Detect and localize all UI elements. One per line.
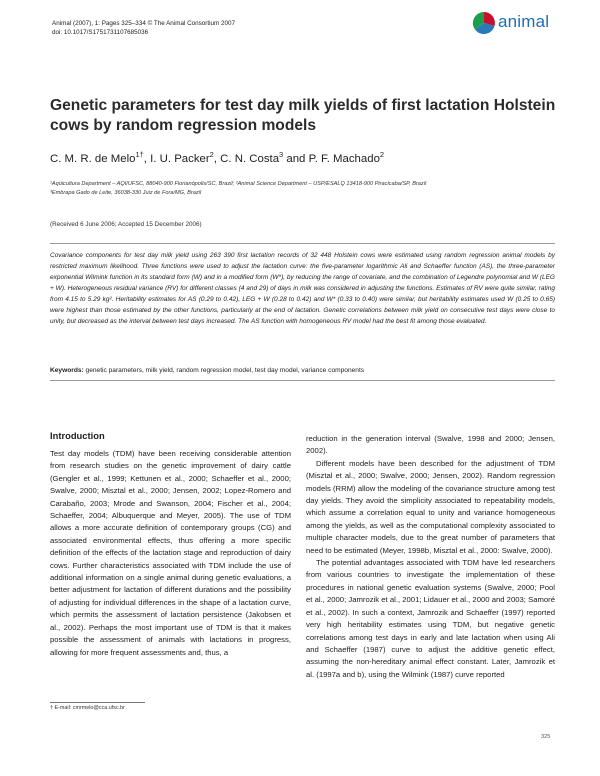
journal-line-1: Animal (2007), 1: Pages 325–334 © The Animal Consortium 2007 — [52, 20, 236, 27]
page-number: 325 — [541, 734, 551, 740]
body-paragraph: Different models have been described for the adjustment of TDM (Misztal et al., 2000; Swalve, 2000; Jensen, 2002). Random regression models (RRM) allow the modeling of the covariance structure among test day yields. They avoid the simplicity associated to repeatability models, which assume a correlation equal to unity and variance homogeneous among the yields, as well as the computational complexity associated to multiple character models, due to the great number of parameters that need to be estimated (Meyer, 1998b, Misztal et al., 2000: Swalve, 2000). — [306, 458, 555, 555]
author-list — [50, 150, 384, 165]
author-separator: , — [213, 152, 221, 165]
journal-citation — [52, 19, 235, 37]
abstract: Covariance components for test day milk yield using 263 390 first lactation records of 32 448 Holstein cows were estimated using random regression animal models by restricted maximum likelihood. Three functions were used to adjust the lactation curve: the five-parameter logarithmic Ali and Schaeffer function (AS), the three-parameter exponential Wilmink function in its standard form (W) and in a modified form (W*), by reducing the range of covariate, and the combination of Legendre polynomial and W (LEG + W). Heterogeneous residual variance (RV) for different classes (4 and 29) of days in milk was considered in adjusting the functions. Estimates of RV were quite similar, rating from 4.15 to 5.29 kg². Heritability estimates for AS (0.29 to 0.42), LEG + W (0.28 to 0.42) and W* (0.33 to 0.40) were similar, but heritability estimates used W (0.25 to 0.65) were highest than those estimated by the other functions, particularly at the end of lactation. Genetic correlations between milk yield on consecutive test days were close to unity, but decreased as the interval between test days increased. The AS function with homogeneous RV model had the best fit among those evaluated. — [50, 252, 555, 325]
logo-circle-icon — [472, 11, 496, 35]
affiliation-line: ³Embrapa Gado de Leite, 36038-330 Juiz de Fora/MG, Brazil — [50, 189, 202, 196]
body-paragraph: Test day models (TDM) have been receiving considerable attention from research studies on the genetic improvement of dairy cattle (Gengler et al., 1999; Kettunen et al., 2000; Schaeffer et al., 2000; Swalve, 2000; Misztal et al., 2000; Jensen, 2002; Lopez-Romero and Carabaño, 2003; Mrode and Swanson, 2004; Fischer et al., 2004; Schaeffer, 2004; Albuquerque and Meyer, 2005). The use of TDM allows a more accurate definition of contemporary groups (CG) and associated environmental effects, thus offering a more specific definition of the effects of the lactation stage and reproduction of dairy cows. Further characteristics associated with TDM include the use of additional information on a single animal during genetic evaluations, a better adjustment for lactation of different durations and the possibility of adjusting for individual differences in the shape of a lactation curve, which permits the assessment of lactation persistence (Jakobsen et al., 2002). Perhaps the most important use of TDM is that it makes possible the assessment of animals with lactations in progress, allowing for more frequent assessments and, thus, a — [50, 449, 291, 657]
author-affil-mark: 3 — [279, 150, 284, 159]
author-name: C. M. R. de Melo — [50, 152, 136, 165]
article-title: Genetic parameters for test day milk yields of first lactation Holstein cows by random regression models — [50, 97, 556, 134]
author-separator: and — [283, 152, 309, 165]
received-dates: (Received 6 June 2006; Accepted 15 December 2006) — [50, 221, 202, 228]
author-affil-mark: 1† — [135, 150, 144, 159]
affiliation-line: ¹Aqüicultura Department – AQI/UFSC, 88040-900 Florianópolis/SC, Brazil; ²Animal Science Department – USP/ESALQ 13418-900 Piracicaba/SP, Brazil — [50, 181, 427, 187]
author-name: C. N. Costa — [220, 152, 280, 165]
body-column-left — [50, 448, 291, 659]
keywords-list: genetic parameters, milk yield, random regression model, test day model, variance components — [83, 367, 365, 374]
logo-wordmark: animal — [498, 12, 550, 31]
author-affil-mark: 2 — [379, 150, 385, 159]
author-affil-mark: 2 — [209, 150, 214, 159]
journal-logo — [472, 8, 572, 38]
journal-doi: doi: 10.1017/S1751731107685036 — [52, 29, 149, 36]
divider — [50, 380, 555, 381]
keywords-label: Keywords: — [50, 367, 84, 374]
body-paragraph: The potential advantages associated with TDM have led researchers from various countries to investigate the implementation of these procedures in national genetic evaluation systems (Swalve, 2000; Pool et al., 2000; Jamrozik et al., 2001; Lidauer et al., 2000 and 2003; Samoré et al., 2002). In such a context, Jamrozik and Schaeffer (1997) reported very high heritability estimates using TDM, but negative genetic correlations among test days in early and late lactation when using Ali and Schaeffer (1987) curve to adjust the additive genetic effect, assuming the non-hereditary animal effect constant. Later, Jamrozik et al. (1997a and b), using the Wilmink (1987) curve reported — [306, 558, 555, 679]
section-heading-introduction: Introduction — [50, 430, 105, 441]
footnote-rule — [50, 702, 145, 703]
affiliations — [50, 180, 570, 197]
author-separator: , — [143, 152, 151, 165]
body-column-right — [306, 433, 555, 681]
divider — [50, 243, 555, 244]
author-name: I. U. Packer — [150, 152, 210, 165]
body-paragraph: reduction in the generation interval (Swalve, 1998 and 2000; Jensen, 2002). — [306, 434, 555, 456]
author-name: P. F. Machado — [308, 152, 380, 165]
footnote-email: † E-mail: cmrmelo@cca.ufsc.br — [50, 705, 125, 711]
keywords — [50, 367, 555, 374]
